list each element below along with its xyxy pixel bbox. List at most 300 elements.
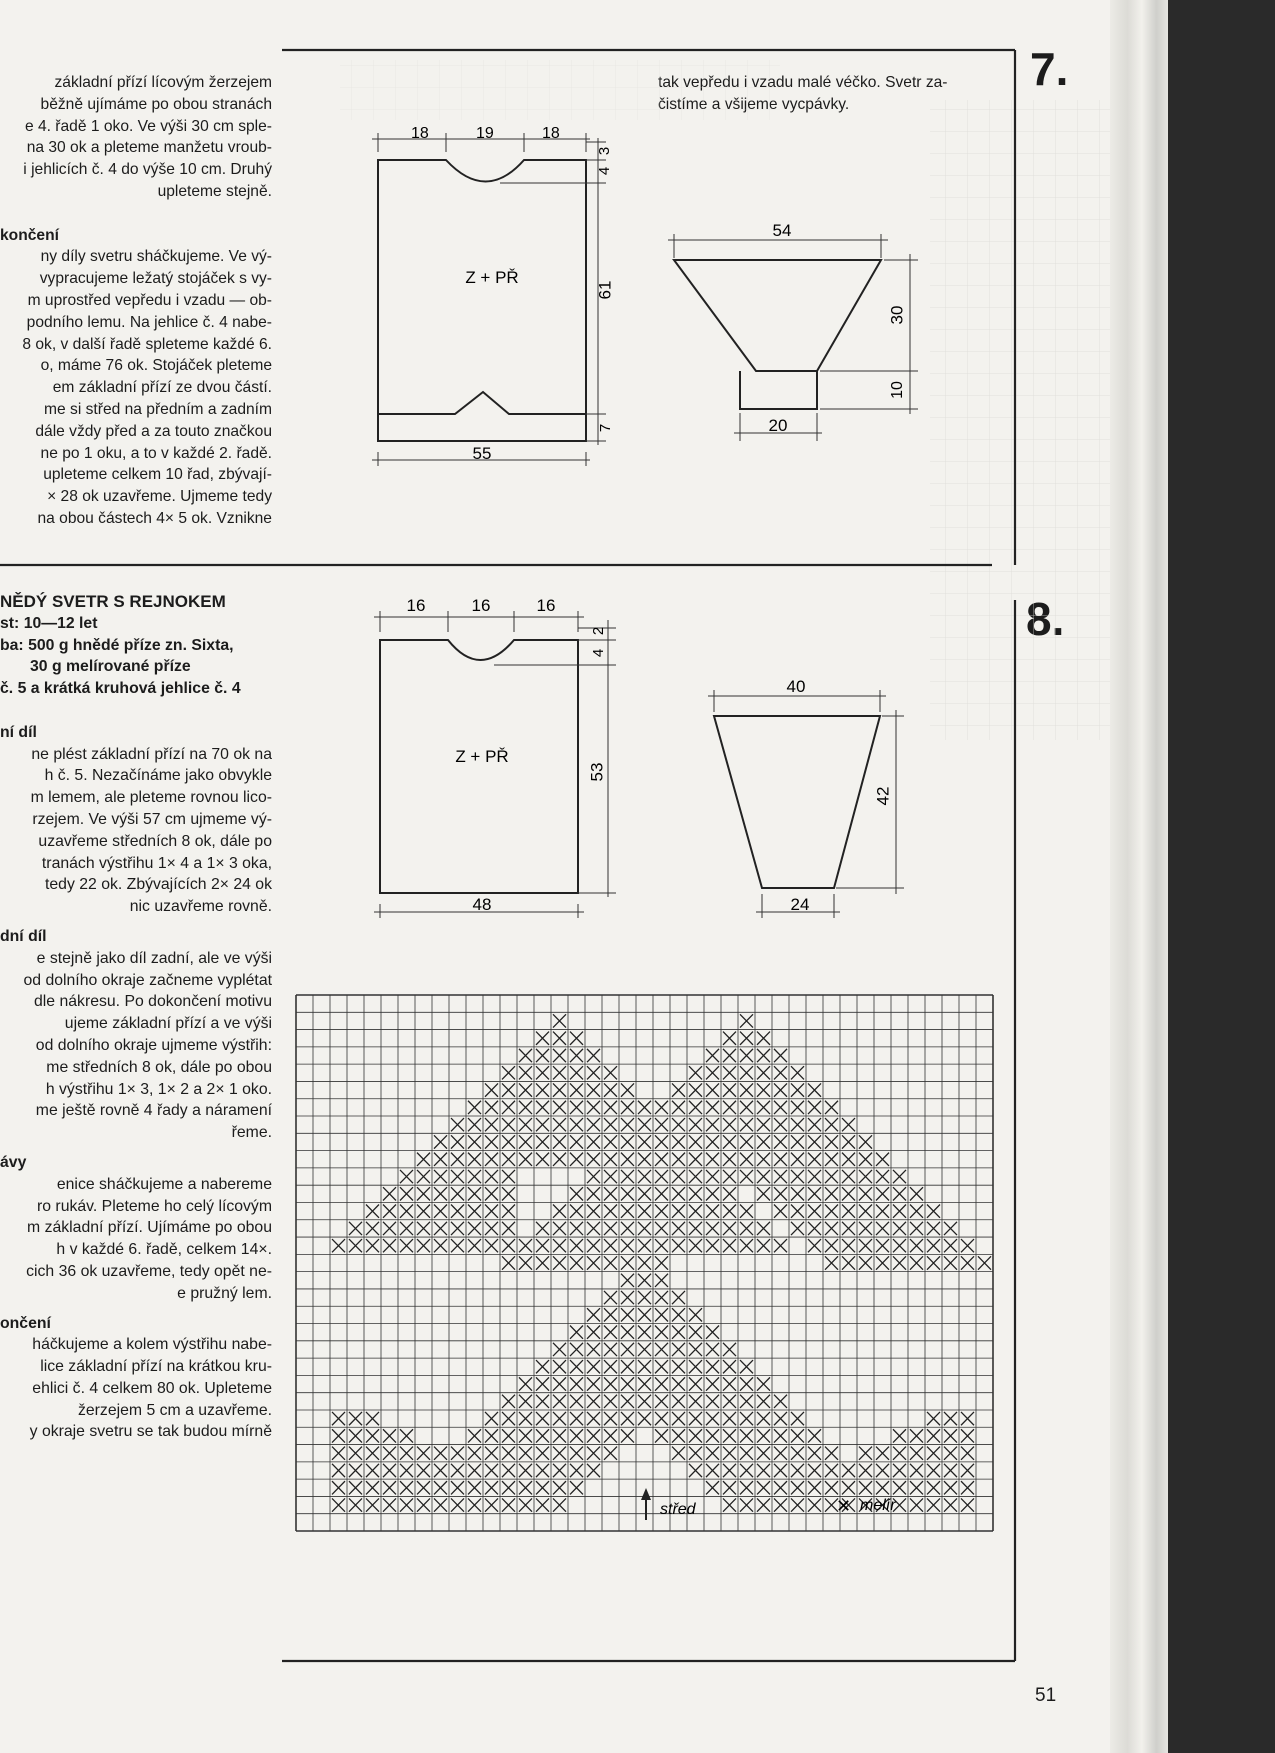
chart-cross-mark [502,1101,515,1114]
chart-cross-mark [434,1204,447,1217]
chart-cross-mark [434,1135,447,1148]
chart-cross-mark [706,1326,719,1339]
d7-label: Z + PŘ [465,268,519,287]
chart-cross-mark [859,1153,872,1166]
chart-cross-mark [570,1204,583,1217]
chart-cross-mark [876,1481,889,1494]
chart-cross-mark [706,1447,719,1460]
chart-cross-mark [808,1464,821,1477]
chart-cross-mark [791,1447,804,1460]
chart-cross-mark [859,1447,872,1460]
chart-cross-mark [502,1118,515,1131]
chart-cross-mark [842,1239,855,1252]
chart-cross-mark [723,1066,736,1079]
chart-cross-mark [638,1395,651,1408]
chart-cross-mark [587,1412,600,1425]
chart-cross-mark [417,1239,430,1252]
chart-cross-mark [740,1447,753,1460]
chart-cross-mark [502,1395,515,1408]
chart-cross-mark [723,1498,736,1511]
d8-width-1: 16 [406,596,426,615]
chart-cross-mark [485,1464,498,1477]
text-line: me si střed na předním a zadním [44,400,272,418]
chart-cross-mark [723,1153,736,1166]
chart-cross-mark [791,1429,804,1442]
chart-cross-mark [757,1101,770,1114]
chart-cross-mark [536,1101,549,1114]
text-line: běžně ujímáme po obou stranách [40,95,272,113]
chart-cross-mark [757,1222,770,1235]
chart-cross-mark [791,1481,804,1494]
chart-cross-mark [791,1187,804,1200]
chart-cross-mark [638,1326,651,1339]
chart-cross-mark [570,1429,583,1442]
d7-neck-h1: 3 [595,146,613,156]
chart-cross-mark [468,1135,481,1148]
chart-cross-mark [638,1412,651,1425]
chart-cross-mark [536,1239,549,1252]
chart-cross-mark [757,1032,770,1045]
text-line: nic uzavřeme rovně. [129,898,272,916]
chart-cross-mark [689,1153,702,1166]
chart-cross-mark [689,1412,702,1425]
chart-cross-mark [706,1343,719,1356]
chart-cross-mark [655,1118,668,1131]
chart-cross-mark [604,1447,617,1460]
text-line: ujeme základní přízí a ve výši [64,1015,272,1033]
chart-cross-mark [672,1204,685,1217]
text-line: tak vepředu i vzadu malé véčko. Svetr za- [658,74,948,91]
chart-cross-mark [587,1153,600,1166]
chart-cross-mark [519,1239,532,1252]
chart-cross-mark [757,1153,770,1166]
chart-cross-mark [519,1498,532,1511]
chart-cross-mark [961,1498,974,1511]
chart-cross-mark [349,1464,362,1477]
faint-grid [930,100,1110,740]
chart-cross-mark [723,1222,736,1235]
chart-cross-mark [910,1447,923,1460]
chart-cross-mark [757,1412,770,1425]
chart-cross-mark [570,1032,583,1045]
chart-cross-mark [757,1187,770,1200]
chart-cross-mark [672,1170,685,1183]
chart-cross-mark [927,1204,940,1217]
chart-cross-mark [791,1204,804,1217]
chart-cross-mark [655,1360,668,1373]
chart-cross-mark [587,1066,600,1079]
chart-cross-mark [400,1239,413,1252]
chart-cross-mark [451,1153,464,1166]
chart-cross-mark [774,1447,787,1460]
chart-cross-mark [638,1187,651,1200]
chart-cross-mark [825,1447,838,1460]
chart-cross-mark [366,1429,379,1442]
chart-cross-mark [451,1498,464,1511]
chart-cross-mark [434,1222,447,1235]
chart-cross-mark [621,1170,634,1183]
chart-cross-mark [553,1049,566,1062]
d8-width-2: 16 [471,596,491,615]
chart-cross-mark [553,1118,566,1131]
chart-cross-mark [910,1481,923,1494]
chart-cross-mark [536,1083,549,1096]
chart-cross-mark [434,1187,447,1200]
chart-cross-mark [621,1412,634,1425]
chart-cross-mark [485,1135,498,1148]
chart-cross-mark [519,1412,532,1425]
chart-cross-mark [536,1395,549,1408]
chart-cross-mark [927,1481,940,1494]
chart-cross-mark [961,1429,974,1442]
text-line: rzejem. Ve výši 57 cm ujmeme vý- [32,810,272,828]
chart-cross-mark [655,1135,668,1148]
chart-cross-mark [927,1239,940,1252]
chart-cross-mark [859,1222,872,1235]
chart-cross-mark [349,1239,362,1252]
chart-cross-mark [383,1429,396,1442]
chart-cross-mark [570,1049,583,1062]
chart-cross-mark [604,1308,617,1321]
chart-cross-mark [519,1447,532,1460]
chart-cross-mark [553,1481,566,1494]
chart-cross-mark [553,1412,566,1425]
chart-cross-mark [774,1464,787,1477]
chart-cross-mark [502,1222,515,1235]
chart-cross-mark [927,1429,940,1442]
chart-cross-mark [825,1118,838,1131]
chart-cross-mark [740,1118,753,1131]
chart-cross-mark [485,1083,498,1096]
chart-cross-mark [383,1481,396,1494]
chart-cross-mark [740,1377,753,1390]
chart-cross-mark [366,1222,379,1235]
chart-cross-mark [417,1222,430,1235]
chart-cross-mark [434,1239,447,1252]
chart-cross-mark [621,1395,634,1408]
chart-cross-mark [944,1498,957,1511]
chart-cross-mark [366,1447,379,1460]
chart-cross-mark [655,1308,668,1321]
text-line: lice základní přízí na krátkou kru- [40,1358,272,1376]
chart-cross-mark [587,1204,600,1217]
chart-cross-mark [893,1429,906,1442]
chart-cross-mark [553,1083,566,1096]
chart-cross-mark [927,1256,940,1269]
chart-cross-mark [774,1412,787,1425]
chart-cross-mark [553,1066,566,1079]
chart-cross-mark [502,1170,515,1183]
chart-cross-mark [570,1083,583,1096]
chart-cross-mark [587,1170,600,1183]
chart-cross-mark [604,1429,617,1442]
chart-cross-mark [604,1222,617,1235]
chart-cross-mark [740,1464,753,1477]
chart-cross-mark [723,1083,736,1096]
chart-cross-mark [400,1170,413,1183]
chart-cross-mark [570,1153,583,1166]
chart-cross-mark [502,1204,515,1217]
chart-cross-mark [706,1204,719,1217]
chart-cross-mark [791,1153,804,1166]
chart-cross-mark [876,1153,889,1166]
text-line: ny díly svetru sháčkujeme. Ve vý- [40,248,272,266]
chart-cross-mark [723,1204,736,1217]
text-line: ehlici č. 4 celkem 80 ok. Upleteme [32,1379,272,1397]
d7-width-1: 18 [411,125,429,142]
chart-cross-mark [400,1429,413,1442]
chart-cross-mark [485,1412,498,1425]
chart-cross-mark [485,1222,498,1235]
chart-cross-mark [655,1274,668,1287]
chart-cross-mark [893,1464,906,1477]
chart-cross-mark [825,1153,838,1166]
chart-cross-mark [604,1326,617,1339]
chart-cross-mark [366,1239,379,1252]
chart-cross-mark [332,1464,345,1477]
chart-cross-mark [944,1256,957,1269]
chart-cross-mark [502,1481,515,1494]
chart-cross-mark [961,1481,974,1494]
chart-cross-mark [519,1066,532,1079]
chart-cross-mark [689,1360,702,1373]
chart-cross-mark [451,1239,464,1252]
chart-cross-mark [910,1498,923,1511]
chart-cross-mark [655,1204,668,1217]
chart-cross-mark [638,1101,651,1114]
text-line: h výstřihu 1× 3, 1× 2 a 2× 1 oko. [45,1080,272,1098]
chart-cross-mark [655,1412,668,1425]
text-line: tranách výstřihu 1× 4 a 1× 3 oka, [41,854,272,872]
chart-cross-mark [774,1101,787,1114]
chart-cross-mark [757,1239,770,1252]
chart-cross-mark [723,1464,736,1477]
chart-cross-mark [808,1187,821,1200]
predni-heading: dní díl [0,927,47,945]
chart-cross-mark [910,1464,923,1477]
chart-cross-mark [774,1170,787,1183]
chart-cross-mark [587,1135,600,1148]
chart-cross-mark [417,1153,430,1166]
chart-cross-mark [570,1464,583,1477]
chart-cross-mark [757,1395,770,1408]
chart-cross-mark [757,1049,770,1062]
chart-cross-mark [910,1187,923,1200]
legend-center: střed [660,1501,696,1518]
chart-cross-mark [706,1066,719,1079]
chart-cross-mark [604,1291,617,1304]
chart-cross-mark [553,1135,566,1148]
chart-cross-mark [672,1083,685,1096]
chart-cross-mark [791,1101,804,1114]
d7-hem: 7 [596,423,614,433]
chart-cross-mark [689,1343,702,1356]
chart-cross-mark [366,1204,379,1217]
chart-cross-mark [451,1204,464,1217]
chart-cross-mark [808,1153,821,1166]
chart-cross-mark [502,1412,515,1425]
chart-cross-mark [774,1204,787,1217]
chart-cross-mark [944,1239,957,1252]
text-line: podního lemu. Na jehlice č. 4 nabe- [26,313,272,331]
chart-cross-mark [604,1395,617,1408]
chart-cross-mark [825,1481,838,1494]
text-line: h v každé 6. řadě, celkem 14×. [56,1241,272,1259]
page-number: 51 [1035,1685,1057,1706]
text-line: dále vždy před a za touto značkou [35,422,272,440]
chart-cross-mark [672,1308,685,1321]
chart-cross-mark [723,1395,736,1408]
chart-cross-mark [910,1429,923,1442]
chart-cross-mark [808,1083,821,1096]
chart-cross-mark [757,1464,770,1477]
chart-cross-mark [672,1291,685,1304]
chart-cross-mark [842,1204,855,1217]
chart-cross-mark [723,1360,736,1373]
chart-cross-mark [910,1256,923,1269]
chart-cross-mark [655,1256,668,1269]
chart-cross-mark [553,1360,566,1373]
chart-cross-mark [553,1343,566,1356]
chart-cross-mark [689,1083,702,1096]
chart-cross-mark [757,1170,770,1183]
chart-cross-mark [570,1135,583,1148]
chart-cross-mark [876,1447,889,1460]
chart-cross-mark [655,1222,668,1235]
chart-cross-mark [383,1222,396,1235]
chart-cross-mark [587,1239,600,1252]
chart-cross-mark [638,1204,651,1217]
faint-grid-top [340,60,780,120]
chart-cross-mark [604,1153,617,1166]
chart-cross-mark [689,1222,702,1235]
chart-cross-mark [553,1222,566,1235]
chart-cross-mark [791,1066,804,1079]
chart-cross-mark [842,1187,855,1200]
chart-cross-mark [349,1412,362,1425]
chart-cross-mark [757,1066,770,1079]
chart-cross-mark [689,1066,702,1079]
chart-cross-mark [927,1447,940,1460]
chart-cross-mark [587,1308,600,1321]
chart-cross-mark [502,1187,515,1200]
chart-cross-mark [638,1239,651,1252]
chart-cross-mark [468,1170,481,1183]
chart-cross-mark [808,1135,821,1148]
chart-cross-mark [638,1153,651,1166]
chart-cross-mark [383,1447,396,1460]
chart-cross-mark [961,1447,974,1460]
chart-cross-mark [774,1395,787,1408]
chart-cross-mark [451,1481,464,1494]
d8s-top-width: 40 [786,677,806,696]
chart-cross-mark [706,1412,719,1425]
chart-cross-mark [621,1343,634,1356]
chart-cross-mark [655,1239,668,1252]
chart-cross-mark [621,1326,634,1339]
chart-cross-mark [740,1153,753,1166]
chart-cross-mark [400,1481,413,1494]
chart-cross-mark [519,1135,532,1148]
d8-neck-h2: 4 [589,648,607,658]
d8-bottom-width: 48 [472,895,492,914]
d7-neck-h2: 4 [595,166,613,176]
age-line: st: 10—12 let [0,614,98,632]
chart-cross-mark [723,1412,736,1425]
chart-cross-mark [876,1256,889,1269]
chart-cross-mark [536,1049,549,1062]
chart-cross-mark [706,1135,719,1148]
chart-cross-mark [332,1481,345,1494]
chart-cross-mark [332,1412,345,1425]
chart-cross-mark [774,1239,787,1252]
chart-cross-mark [417,1498,430,1511]
chart-cross-mark [638,1274,651,1287]
text-line: vypracujeme ležatý stojáček s vy- [39,270,272,288]
chart-cross-mark [451,1170,464,1183]
chart-cross-mark [859,1170,872,1183]
chart-cross-mark [740,1170,753,1183]
chart-cross-mark [349,1481,362,1494]
chart-cross-mark [485,1481,498,1494]
chart-cross-mark [791,1222,804,1235]
chart-cross-mark [349,1447,362,1460]
chart-cross-mark [893,1187,906,1200]
chart-cross-mark [672,1377,685,1390]
chart-cross-mark [893,1239,906,1252]
chart-cross-mark [791,1135,804,1148]
chart-cross-mark [536,1066,549,1079]
text-line: y okraje svetru se tak budou mírně [29,1423,272,1441]
chart-cross-mark [400,1204,413,1217]
chart-cross-mark [723,1118,736,1131]
chart-cross-mark [519,1395,532,1408]
chart-cross-mark [502,1256,515,1269]
chart-cross-mark [655,1395,668,1408]
chart-cross-mark [553,1498,566,1511]
chart-cross-mark [944,1412,957,1425]
chart-cross-mark [621,1256,634,1269]
chart-cross-mark [332,1447,345,1460]
d7s-cuff-width: 20 [768,416,788,435]
chart-cross-mark [502,1447,515,1460]
chart-cross-mark [740,1395,753,1408]
chart-cross-mark [825,1256,838,1269]
chart-cross-mark [757,1083,770,1096]
chart-cross-mark [638,1360,651,1373]
chart-cross-mark [876,1170,889,1183]
d7s-top-width: 54 [772,221,792,240]
chart-cross-mark [706,1481,719,1494]
chart-cross-mark [723,1135,736,1148]
text-line: e stejně jako díl zadní, ale ve výši [36,949,272,967]
chart-cross-mark [417,1204,430,1217]
chart-cross-mark [689,1326,702,1339]
chart-cross-mark [944,1481,957,1494]
chart-cross-mark [808,1101,821,1114]
chart-cross-mark [434,1481,447,1494]
chart-cross-mark [519,1377,532,1390]
chart-cross-mark [689,1447,702,1460]
chart-cross-mark [502,1464,515,1477]
chart-cross-mark [400,1222,413,1235]
chart-cross-mark [689,1239,702,1252]
chart-cross-mark [791,1498,804,1511]
diagram7-body [372,125,614,466]
chart-cross-mark [621,1187,634,1200]
chart-cross-mark [808,1447,821,1460]
text-line: m lemem, ale pleteme rovnou lico- [30,789,272,807]
